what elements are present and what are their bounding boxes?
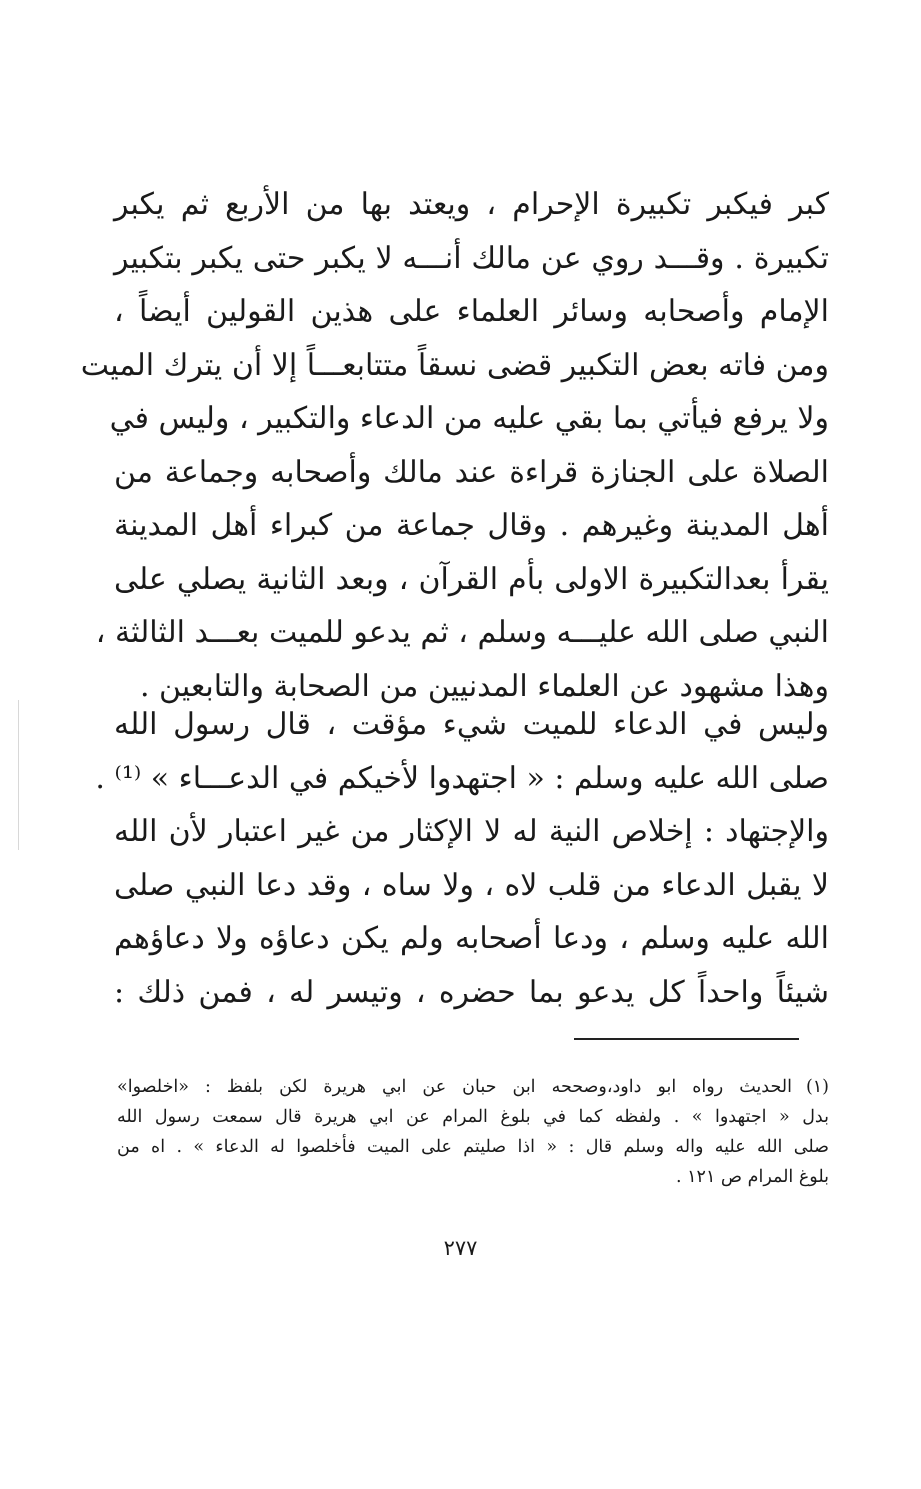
text-line: شيئاً واحداً كل يدعو بما حضره ، وتيسر له ، فمن ذلك : <box>114 974 829 1010</box>
scan-edge-mark <box>18 700 19 850</box>
footnote-separator <box>574 1038 799 1040</box>
text-line: وليس في الدعاء للميت شيء مؤقت ، قال رسول الله <box>114 707 829 742</box>
text-line: الإمام وأصحابه وسائر العلماء على هذين القولين أيضاً ، <box>114 294 829 329</box>
text-line: ولا يرفع فيأتي بما بقي عليه من الدعاء والتكبير ، وليس في <box>109 401 829 436</box>
paragraph-1 <box>80 178 829 713</box>
page-number: ٢٧٧ <box>443 1236 478 1260</box>
text-line: الله عليه وسلم ، ودعا أصحابه ولم يكن دعاؤه ولا دعاؤهم <box>114 921 829 956</box>
text-line: يقرأ بعدالتكبيرة الاولى بأم القرآن ، وبعد الثانية يصلي على <box>114 561 829 597</box>
footnote-line: بدل « اجتهدوا » . ولفظه كما في بلوغ المرام عن ابي هريرة قال سمعت رسول الله <box>117 1107 829 1127</box>
footnote <box>117 1072 829 1192</box>
footnote-marker: (١) <box>805 1077 829 1097</box>
paragraph-2 <box>95 698 829 1019</box>
text-line: والإجتهاد : إخلاص النية له لا الإكثار من غير اعتبار لأن الله <box>114 814 829 849</box>
text-line: الصلاة على الجنازة قراءة عند مالك وأصحابه وجماعة من <box>114 454 829 490</box>
text-line: وهذا مشهود عن العلماء المدنيين من الصحابة والتابعين . <box>139 668 829 704</box>
footnote-text: الحديث رواه ابو داود،وصححه ابن حبان عن ابي هريرة لكن بلفظ : «اخلصوا» <box>117 1077 792 1097</box>
text-line: تكبيرة . وقـــد روي عن مالك أنـــه لا يكبر حتى يكبر بتكبير <box>114 240 829 276</box>
footnote-line <box>117 1072 829 1102</box>
text-line: كبر فيكبر تكبيرة الإحرام ، ويعتد بها من الأربع ثم يكبر <box>114 187 829 222</box>
footnote-line: بلوغ المرام ص ١٢١ . <box>676 1167 829 1187</box>
text-line: أهل المدينة وغيرهم . وقال جماعة من كبراء أهل المدينة <box>114 508 829 543</box>
text-line: لا يقبل الدعاء من قلب لاه ، ولا ساه ، وقد دعا النبي صلى <box>114 867 829 903</box>
text-line: النبي صلى الله عليـــه وسلم ، ثم يدعو للميت بعـــد الثالثة ، <box>95 615 829 650</box>
text-line: صلى الله عليه وسلم : « اجتهدوا لأخيكم في الدعـــاء » ⁽¹⁾ . <box>95 760 829 796</box>
footnote-line: صلى الله عليه واله وسلم قال : « اذا صليتم على الميت فأخلصوا له الدعاء » . اه من <box>117 1137 829 1157</box>
text-line: ومن فاته بعض التكبير قضى نسقاً متتابعـــاً إلا أن يترك الميت <box>80 347 829 383</box>
